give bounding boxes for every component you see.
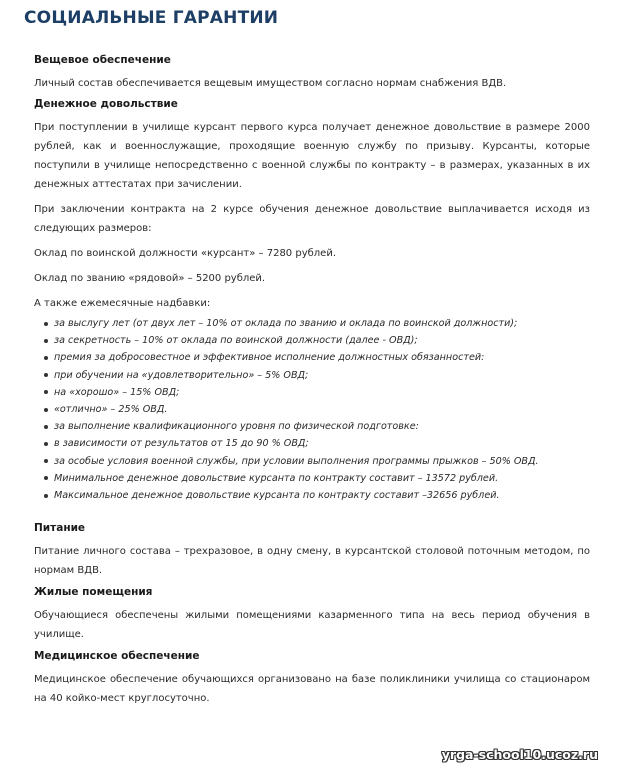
list-item: в зависимости от результатов от 15 до 90 % ОВД;: [44, 435, 590, 452]
site-watermark: yrga-school10.ucoz.ru: [441, 747, 598, 762]
list-item: на «хорошо» – 15% ОВД;: [44, 384, 590, 401]
list-item: за выслугу лет (от двух лет – 10% от оклада по званию и оклада по воинской должности);: [44, 315, 590, 332]
section-heading-clothing: Вещевое обеспечение: [34, 54, 171, 66]
section-heading-medical: Медицинское обеспечение: [34, 650, 200, 663]
allowance-paragraph-2: При заключении контракта на 2 курсе обучения денежное довольствие выплачивается исходя из следующих размеров:: [34, 204, 590, 234]
allowance-paragraph-1: При поступлении в училище курсант первого курса получает денежное довольствие в размере 2000 рублей, как и военнослужащие, проходящие военную службу по призыву. Курсанты, которые поступили в училище непосредственно с военной службы по контракту – в размерах, указанных в их денежных аттестатах при зачислении.: [34, 122, 590, 190]
allowance-bonus-list: [34, 315, 590, 504]
allowance-paragraph-4: Оклад по званию «рядовой» – 5200 рублей.: [34, 273, 266, 284]
list-item: при обучении на «удовлетворительно» – 5% ОВД;: [44, 367, 590, 384]
allowance-paragraph-5: А также ежемесячные надбавки:: [34, 298, 211, 309]
article-body: [34, 54, 590, 708]
list-item: за особые условия военной службы, при условии выполнения программы прыжков – 50% ОВД.: [44, 453, 590, 470]
list-item: «отлично» – 25% ОВД.: [44, 401, 590, 418]
medical-text: Медицинское обеспечение обучающихся организовано на базе поликлиники училища со стационаром на 40 койко-мест круглосуточно.: [34, 674, 590, 705]
section-heading-allowance: Денежное довольствие: [34, 98, 178, 110]
page-title: СОЦИАЛЬНЫЕ ГАРАНТИИ: [24, 8, 279, 28]
list-item: премия за добросовестное и эффективное исполнение должностных обязанностей:: [44, 349, 590, 366]
list-item: Максимальное денежное довольствие курсанта по контракту составит –32656 рублей.: [44, 487, 590, 504]
list-item: за секретность – 10% от оклада по воинской должности (далее - ОВД);: [44, 332, 590, 349]
housing-text: Обучающиеся обеспечены жилыми помещениями казарменного типа на весь период обучения в училище.: [34, 610, 590, 641]
allowance-paragraph-3: Оклад по воинской должности «курсант» – 7280 рублей.: [34, 248, 337, 259]
list-item: за выполнение квалификационного уровня по физической подготовке:: [44, 418, 590, 435]
list-item: Минимальное денежное довольствие курсанта по контракту составит – 13572 рублей.: [44, 470, 590, 487]
clothing-text: Личный состав обеспечивается вещевым имуществом согласно нормам снабжения ВДВ.: [34, 78, 507, 89]
food-text: Питание личного состава – трехразовое, в одну смену, в курсантской столовой поточным методом, по нормам ВДВ.: [34, 546, 590, 577]
section-heading-food: Питание: [34, 522, 86, 535]
section-heading-housing: Жилые помещения: [34, 586, 153, 599]
